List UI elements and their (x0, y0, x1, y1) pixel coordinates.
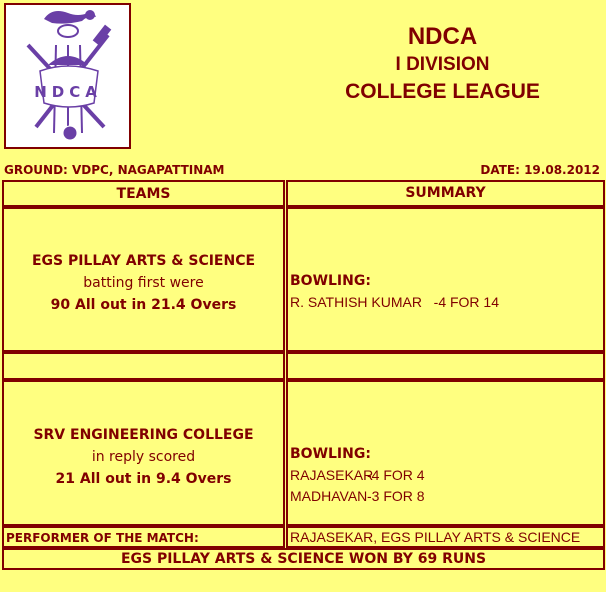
performer-label: PERFORMER OF THE MATCH: (2, 526, 285, 548)
ndca-logo (4, 3, 131, 149)
bowler-figures: -4 FOR 14 (433, 294, 500, 310)
team1-cell (2, 207, 285, 352)
bowling-label: BOWLING: (290, 273, 371, 289)
title-league: COLLEGE LEAGUE (345, 80, 540, 103)
summary2-cell (286, 380, 605, 526)
performer-value: RAJASEKAR, EGS PILLAY ARTS & SCIENCE (286, 526, 605, 548)
bowler-line (290, 488, 425, 504)
summary-header: SUMMARY (286, 180, 605, 207)
teams-header: TEAMS (2, 180, 285, 207)
team2-sub: in reply scored (91, 449, 196, 465)
bowler-line (290, 467, 425, 483)
team2-cell (2, 380, 285, 526)
team1-sub: batting first were (83, 275, 204, 291)
bowler-line (290, 294, 499, 310)
blank-cell-left (2, 352, 285, 380)
bowler-figures: -4 FOR 4 (367, 467, 425, 483)
team2-name: SRV ENGINEERING COLLEGE (33, 427, 254, 443)
ground-label: GROUND: VDPC, NAGAPATTINAM (4, 163, 225, 177)
bowler-name: R. SATHISH KUMAR (290, 294, 422, 310)
team1-name: EGS PILLAY ARTS & SCIENCE (31, 253, 256, 269)
svg-text:NDCA: NDCA (34, 83, 102, 101)
date-label: DATE: 19.08.2012 (480, 163, 600, 177)
bowler-name: RAJASEKAR (290, 467, 374, 483)
summary1-cell (286, 207, 605, 352)
title-division: I DIVISION (395, 54, 490, 75)
team2-score: 21 All out in 9.4 Overs (55, 471, 232, 487)
title-ndca: NDCA (407, 23, 478, 50)
blank-cell-right (286, 352, 605, 380)
cricket-logo-icon (6, 5, 129, 147)
league-title (280, 24, 605, 105)
bowler-figures: -3 FOR 8 (367, 488, 425, 504)
bowling-label: BOWLING: (290, 446, 371, 462)
bowler-name: MADHAVAN (290, 488, 368, 504)
match-result: EGS PILLAY ARTS & SCIENCE WON BY 69 RUNS (2, 548, 605, 570)
team1-score: 90 All out in 21.4 Overs (50, 297, 237, 313)
